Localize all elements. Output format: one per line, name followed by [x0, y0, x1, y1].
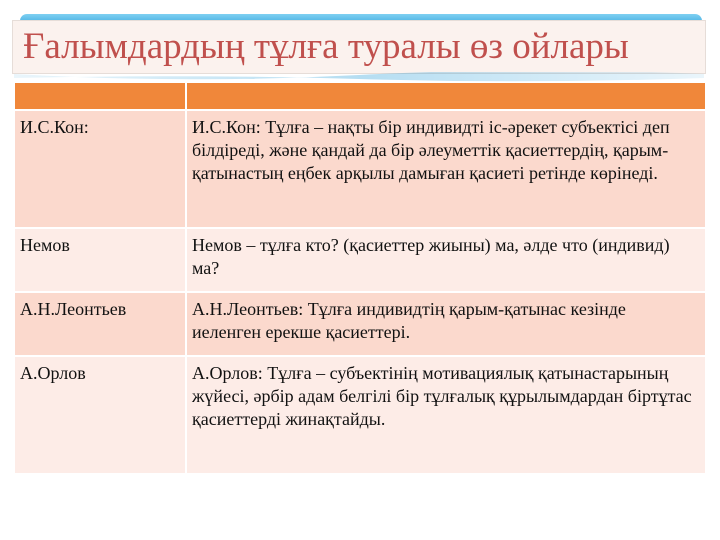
- title-banner: [12, 20, 706, 74]
- header-cell-text: [186, 83, 705, 110]
- table-row: [15, 110, 705, 228]
- table-header-row: [15, 83, 705, 110]
- header-cell-name: [15, 83, 186, 110]
- scholar-view: И.С.Кон: Тұлға – нақты бір индивидті іс-әрекет субъектісі деп білдіреді, және қандай да бір әлеуметтік қасиеттердің, қарым-қатынастың еңбек арқылы дамыған қасиеті ретінде көрінеді.: [186, 110, 705, 228]
- scholar-name: А.Н.Леонтьев: [15, 292, 186, 356]
- scholars-table: [15, 83, 705, 475]
- table-row: [15, 228, 705, 292]
- scholar-view: А.Орлов: Тұлға – субъектінің мотивациялық қатынастарының жүйесі, әрбір адам белгілі бір тұлғалық құрылымдардан біртұтас қасиеттерді жинақтайды.: [186, 356, 705, 474]
- scholar-view: Немов – тұлға кто? (қасиеттер жиыны) ма, әлде что (индивид) ма?: [186, 228, 705, 292]
- table-row: [15, 356, 705, 474]
- table-row: [15, 292, 705, 356]
- scholar-name: И.С.Кон:: [15, 110, 186, 228]
- scholar-view: А.Н.Леонтьев: Тұлға индивидтің қарым-қатынас кезінде иеленген ерекше қасиеттері.: [186, 292, 705, 356]
- scholar-name: Немов: [15, 228, 186, 292]
- scholar-name: А.Орлов: [15, 356, 186, 474]
- page-title: Ғалымдардың тұлға туралы өз ойлары: [23, 26, 629, 67]
